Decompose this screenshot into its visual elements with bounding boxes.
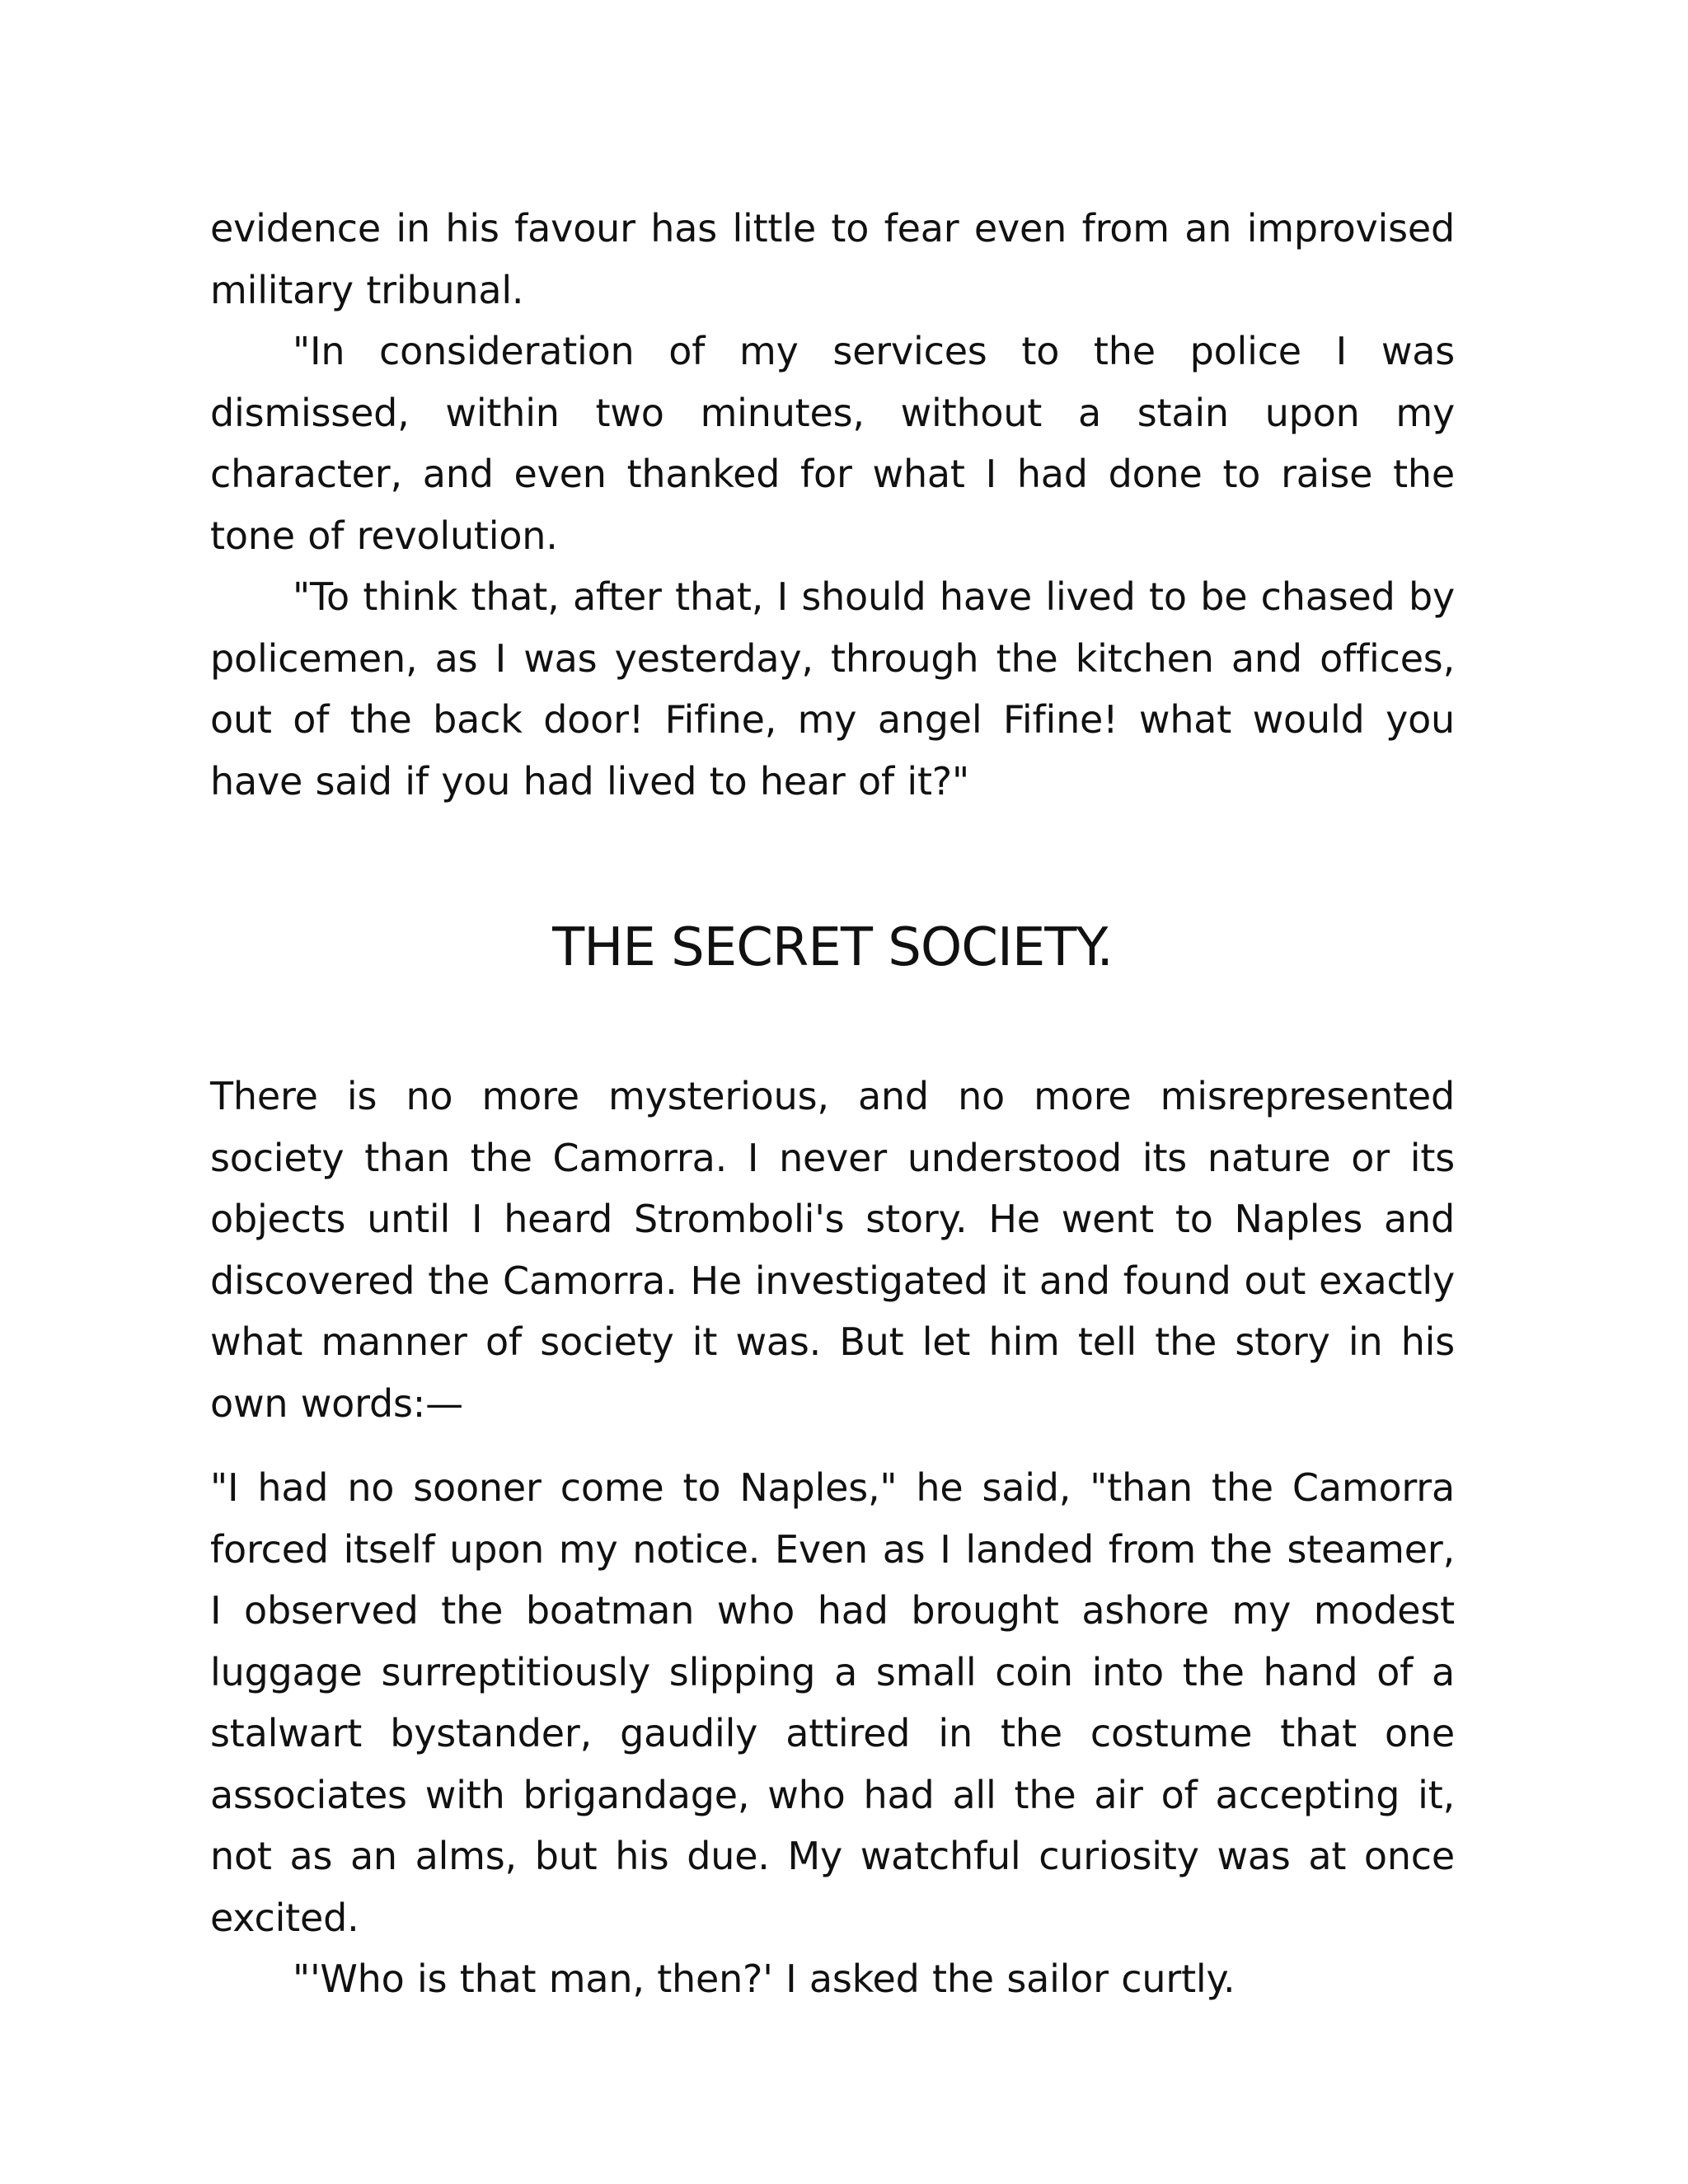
text-block-intro [210, 1066, 1455, 1434]
paragraph-who-is-that-man: "'Who is that man, then?' I asked the sailor curtly. [293, 1957, 1236, 2001]
chapter-title: THE SECRET SOCIETY. [552, 917, 1113, 978]
paragraph-police-services: "In consideration of my services to the police I was dismissed, within two minutes, without a stain upon my character, and even thanked for what I had done to raise the tone of revolution. [210, 329, 1455, 558]
paragraph-chased-by-policemen: "To think that, after that, I should have lived to be chased by policemen, as I was yesterday, through the kitchen and offices, out of the back door! Fifine, my angel Fifine! what would you have said if you had lived to hear of it?" [210, 574, 1455, 804]
text-block-continuation [210, 198, 1455, 812]
paragraph-arrival-naples: "I had no sooner come to Naples," he said, "than the Camorra forced itself upon my notice. Even as I landed from the steamer, I observed the boatman who had brought ashore my modest luggage surreptitiously slipping a small coin into the hand of a stalwart bystander, gaudily attired in the costume that one associates with brigandage, who had all the air of accepting it, not as an alms, but his due. My watchful curiosity was at once excited. [210, 1465, 1455, 1940]
paragraph-camorra-intro: There is no more mysterious, and no more misrepresented society than the Camorra. I never understood its nature or its objects until I heard Stromboli's story. He went to Naples and discovered the Camorra. He investigated it and found out exactly what manner of society it was. But let him tell the story in his own words:— [210, 1074, 1455, 1426]
text-block-story [210, 1457, 1455, 2010]
paragraph-continued: evidence in his favour has little to fear even from an improvised military tribunal. [210, 206, 1455, 312]
